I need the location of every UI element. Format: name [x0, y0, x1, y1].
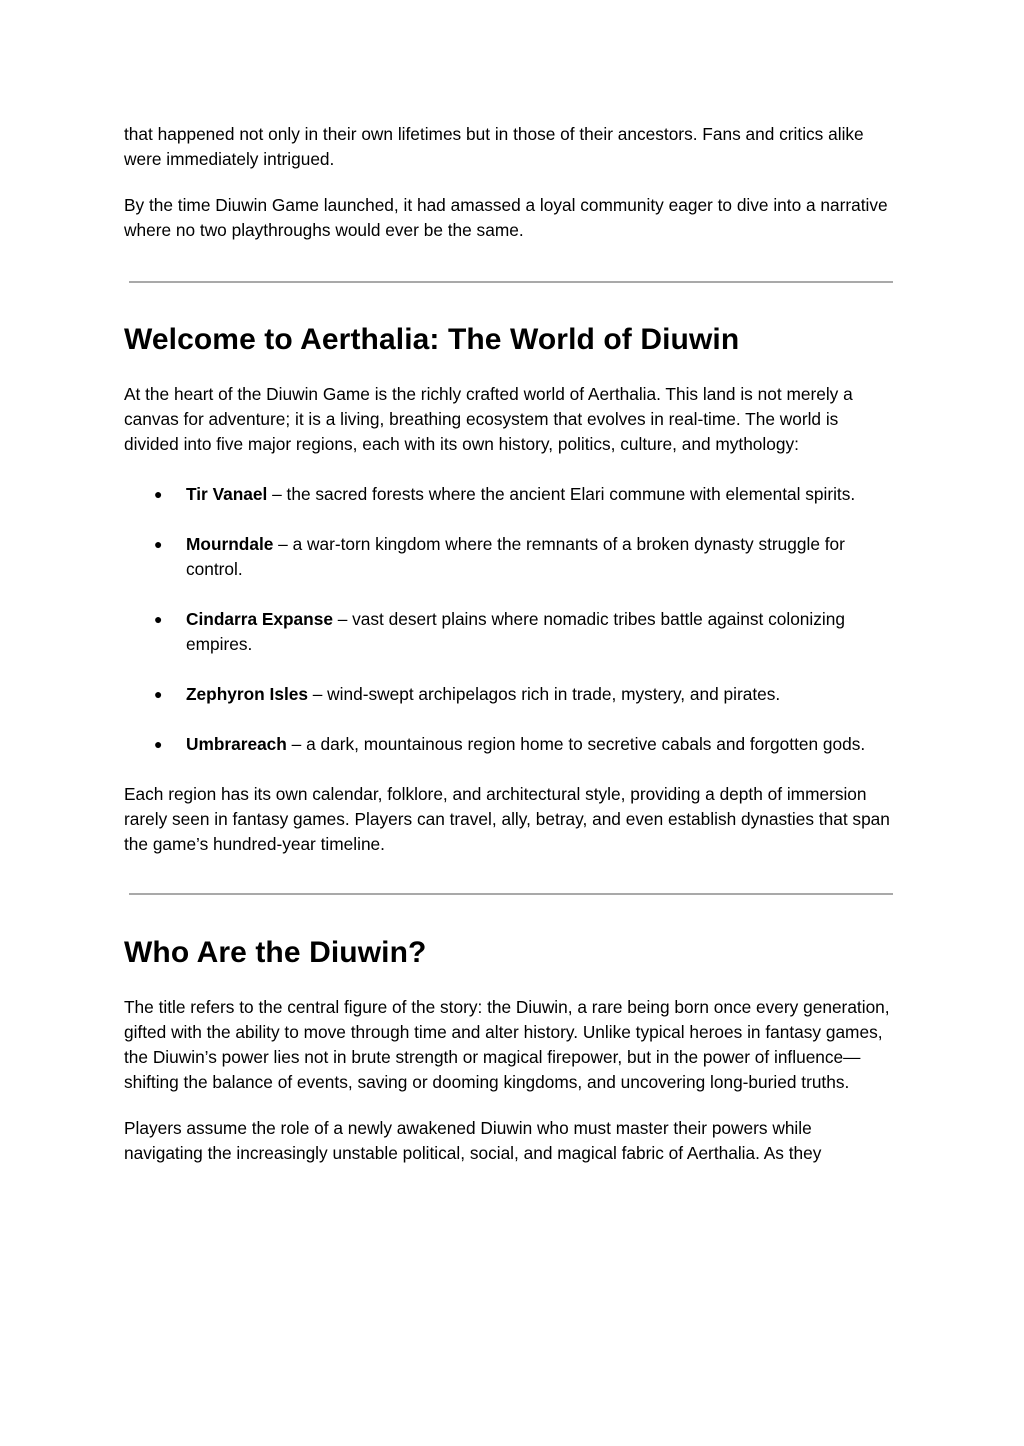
bullet-icon: ● — [154, 486, 163, 502]
region-name: Tir Vanael — [186, 484, 268, 504]
world-paragraph-2: Each region has its own calendar, folklore, and architectural style, providing a depth of immersion rarely seen in fantasy games. Players can travel, ally, betray, and even establish dynasties that span the game’s hundred-year timeline. — [124, 784, 890, 854]
bullet-icon: ● — [154, 736, 163, 752]
region-name: Umbrareach — [186, 734, 287, 754]
bullet-icon: ● — [154, 536, 163, 552]
list-item-cindarra-expanse — [124, 607, 894, 657]
section-divider-1 — [129, 281, 893, 283]
regions-list — [124, 482, 894, 757]
region-name: Cindarra Expanse — [186, 609, 333, 629]
intro-paragraph-2: By the time Diuwin Game launched, it had amassed a loyal community eager to dive into a narrative where no two playthroughs would ever be the same. — [124, 195, 888, 240]
bullet-icon: ● — [154, 686, 163, 702]
region-description: – the sacred forests where the ancient Elari commune with elemental spirits. — [267, 484, 856, 504]
world-paragraph-1: At the heart of the Diuwin Game is the richly crafted world of Aerthalia. This land is not merely a canvas for adventure; it is a living, breathing ecosystem that evolves in real-time. The world is divided into five major regions, each with its own history, politics, culture, and mythology: — [124, 384, 853, 454]
list-item-zephyron-isles — [124, 682, 894, 707]
heading-world: Welcome to Aerthalia: The World of Diuwin — [124, 323, 740, 356]
list-item-umbrareach — [124, 732, 894, 757]
diuwin-paragraph-1: The title refers to the central figure of the story: the Diuwin, a rare being born once every generation, gifted with the ability to move through time and alter history. Unlike typical heroes in fantasy games, the Diuwin’s power lies not in brute strength or magical firepower, but in the power of influence—shifting the balance of events, saving or dooming kingdoms, and uncovering long-buried truths. — [124, 997, 890, 1092]
list-item-tir-vanael — [124, 482, 894, 507]
region-name: Zephyron Isles — [186, 684, 308, 704]
heading-diuwin: Who Are the Diuwin? — [124, 936, 427, 969]
region-description: – a dark, mountainous region home to secretive cabals and forgotten gods. — [286, 734, 866, 754]
document-page — [124, 122, 894, 1166]
intro-paragraph-1: that happened not only in their own lifetimes but in those of their ancestors. Fans and critics alike were immediately intrigued. — [124, 124, 864, 169]
region-description: – vast desert plains where nomadic tribes battle against colonizing empires. — [186, 609, 845, 654]
region-description: – a war-torn kingdom where the remnants of a broken dynasty struggle for control. — [186, 534, 845, 579]
region-name: Mourndale — [186, 534, 274, 554]
diuwin-paragraph-2: Players assume the role of a newly awakened Diuwin who must master their powers while navigating the increasingly unstable political, social, and magical fabric of Aerthalia. As they — [124, 1118, 822, 1163]
region-description: – wind-swept archipelagos rich in trade, mystery, and pirates. — [307, 684, 781, 704]
bullet-icon: ● — [154, 611, 163, 627]
section-divider-2 — [129, 893, 893, 895]
list-item-mourndale — [124, 532, 894, 582]
